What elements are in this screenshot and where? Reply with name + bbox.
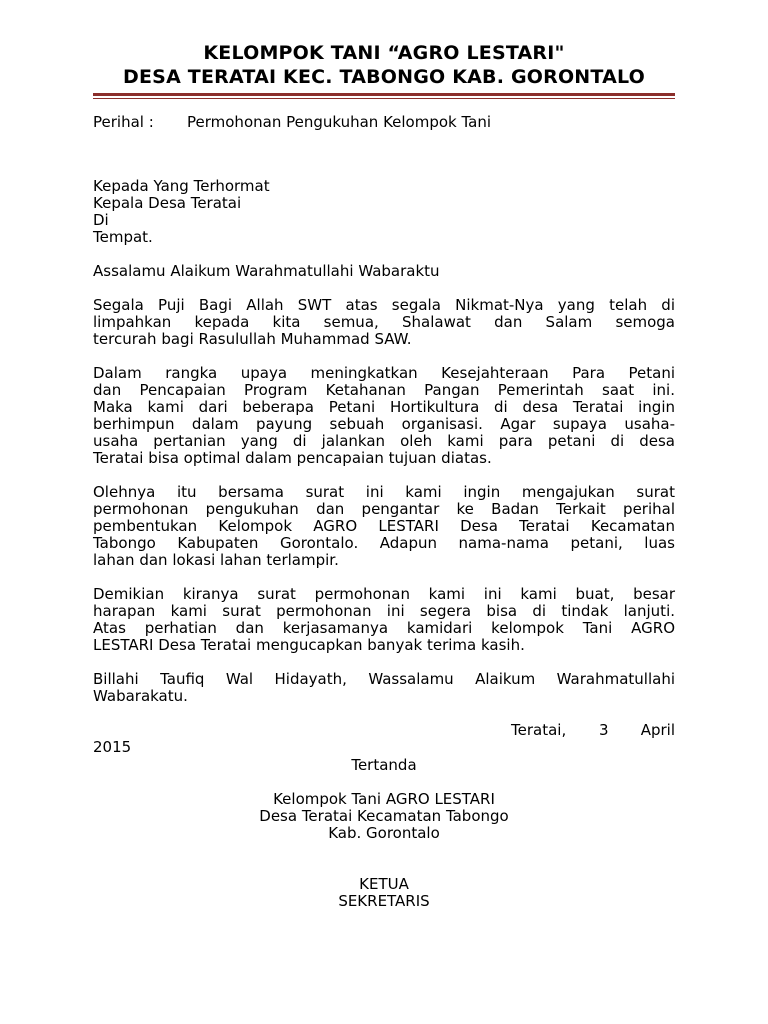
greeting: Assalamu Alaikum Warahmatullahi Wabaraktu — [93, 262, 440, 280]
recipient-line-1: Kepada Yang Terhormat — [93, 177, 270, 195]
paragraph-line: Wabarakatu. — [93, 687, 188, 705]
recipient-line-2: Kepala Desa Teratai — [93, 194, 242, 212]
paragraph-line: usaha pertanian yang di jalankan oleh kami para petani di desa — [93, 432, 675, 450]
paragraph-line: Tabongo Kabupaten Gorontalo. Adapun nama-nama petani, luas — [93, 534, 675, 552]
paragraph-line: harapan kami surat permohonan ini segera bisa di tindak lanjuti. — [93, 602, 675, 620]
perihal-label: Perihal : — [93, 113, 154, 131]
paragraph-line: Teratai bisa optimal dalam pencapaian tujuan diatas. — [93, 449, 492, 467]
paragraph-line: permohonan pengukuhan dan pengantar ke Badan Terkait perihal — [93, 500, 675, 518]
paragraph-5 — [93, 671, 675, 705]
paragraph-line: dan Pencapaian Program Ketahanan Pangan Pemerintah saat ini. — [93, 381, 675, 399]
date-month: April — [640, 721, 675, 739]
signature-role-ketua: KETUA — [359, 875, 409, 893]
paragraph-line: Billahi Taufiq Wal Hidayath, Wassalamu Alaikum Warahmatullahi — [93, 670, 675, 688]
paragraph-3 — [93, 484, 675, 569]
header-divider-thin — [93, 98, 675, 99]
header-org-name: KELOMPOK TANI “AGRO LESTARI" — [203, 42, 565, 64]
paragraph-2 — [93, 365, 675, 467]
perihal-row — [93, 114, 675, 131]
paragraph-line: LESTARI Desa Teratai mengucapkan banyak terima kasih. — [93, 636, 525, 654]
paragraph-line: Segala Puji Bagi Allah SWT atas segala Nikmat-Nya yang telah di — [93, 296, 675, 314]
recipient-line-4: Tempat. — [93, 228, 153, 246]
header-divider-thick — [93, 93, 675, 96]
signature-org-line-1: Kelompok Tani AGRO LESTARI — [273, 790, 495, 808]
signature-org-line-3: Kab. Gorontalo — [328, 824, 440, 842]
paragraph-line: Atas perhatian dan kerjasamanya kamidari kelompok Tani AGRO — [93, 619, 675, 637]
signature-tertanda: Tertanda — [351, 756, 417, 774]
signature-org-line-2: Desa Teratai Kecamatan Tabongo — [259, 807, 509, 825]
recipient-line-3: Di — [93, 211, 109, 229]
signature-role-sekretaris: SEKRETARIS — [338, 892, 430, 910]
paragraph-line: Olehnya itu bersama surat ini kami ingin mengajukan surat — [93, 483, 675, 501]
paragraph-line: lahan dan lokasi lahan terlampir. — [93, 551, 339, 569]
paragraph-4 — [93, 586, 675, 654]
paragraph-line: Maka kami dari beberapa Petani Hortikultura di desa Teratai ingin — [93, 398, 675, 416]
paragraph-1 — [93, 297, 675, 348]
paragraph-line: tercurah bagi Rasulullah Muhammad SAW. — [93, 330, 412, 348]
header-address: DESA TERATAI KEC. TABONGO KAB. GORONTALO — [123, 66, 645, 88]
paragraph-line: Dalam rangka upaya meningkatkan Kesejahteraan Para Petani — [93, 364, 675, 382]
paragraph-line: Demikian kiranya surat permohonan kami ini kami buat, besar — [93, 585, 675, 603]
paragraph-line: berhimpun dalam payung sebuah organisasi. Agar supaya usaha- — [93, 415, 675, 433]
paragraph-line: limpahkan kepada kita semua, Shalawat dan Salam semoga — [93, 313, 675, 331]
date-day: 3 — [599, 721, 609, 739]
perihal-value: Permohonan Pengukuhan Kelompok Tani — [187, 113, 492, 131]
paragraph-line: pembentukan Kelompok AGRO LESTARI Desa Teratai Kecamatan — [93, 517, 675, 535]
date-place: Teratai, — [511, 721, 567, 739]
date-year: 2015 — [93, 738, 132, 756]
